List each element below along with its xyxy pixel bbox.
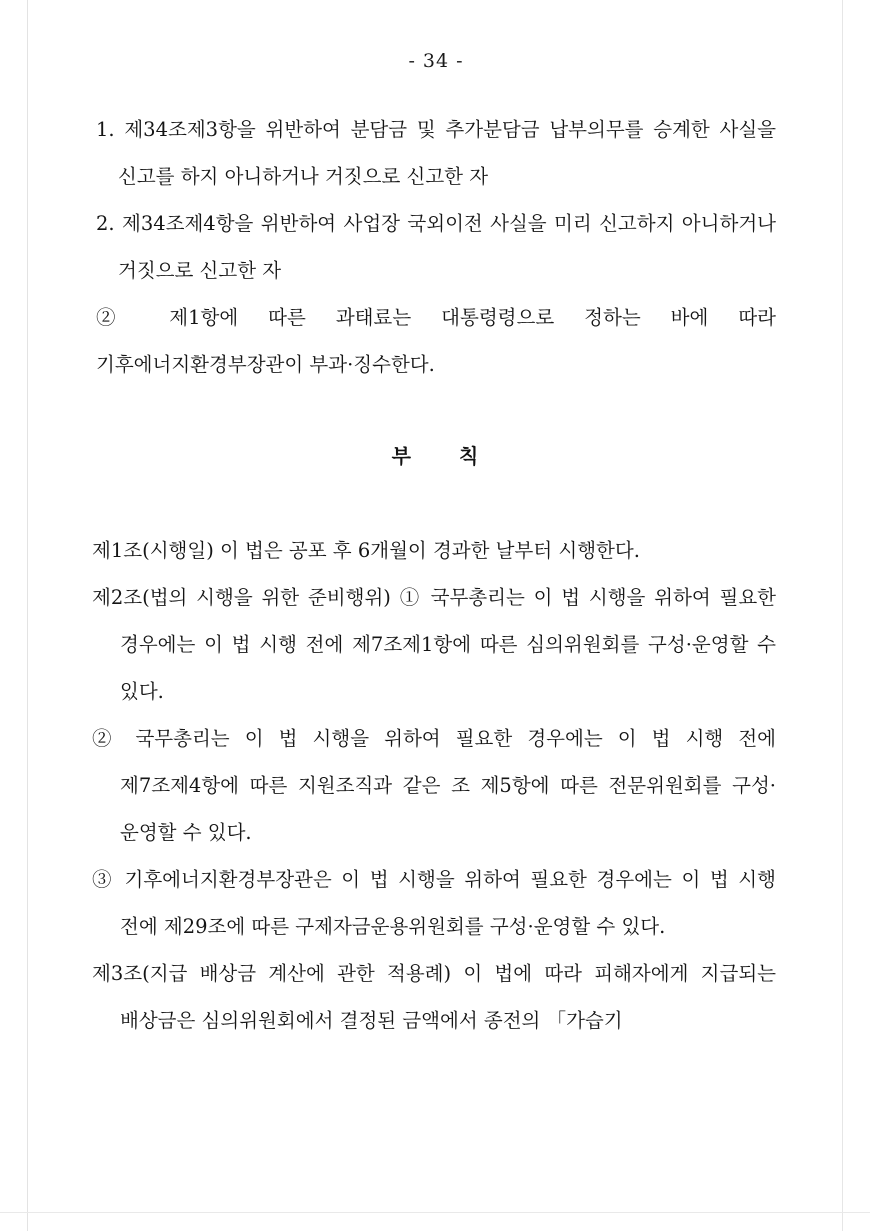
body-paragraph-clause-2: ② 제1항에 따른 과태료는 대통령령으로 정하는 바에 따라 기후에너지환경부장관이 부과·징수한다. (96, 306, 776, 376)
addenda-article-2-clause-3: ③ 기후에너지환경부장관은 이 법 시행을 위하여 필요한 경우에는 이 법 시행 전에 제29조에 따른 구제자금운용위원회를 구성·운영할 수 있다. (92, 868, 776, 938)
page-edge-bottom (0, 1212, 870, 1213)
addenda-article-1: 제1조(시행일) 이 법은 공포 후 6개월이 경과한 날부터 시행한다. (92, 539, 640, 562)
page-edge-right (842, 0, 843, 1231)
section-heading (96, 440, 776, 469)
addenda-article-3: 제3조(지급 배상금 계산에 관한 적용례) 이 법에 따라 피해자에게 지급되는 배상금은 심의위원회에서 결정된 금액에서 종전의 「가습기 (92, 962, 776, 1032)
page-content (92, 50, 776, 1044)
page-number: - 34 - (408, 50, 464, 72)
addenda-article-2: 제2조(법의 시행을 위한 준비행위) ① 국무총리는 이 법 시행을 위하여 필요한 경우에는 이 법 시행 전에 제7조제1항에 따른 심의위원회를 구성·운영할 수 있다. (92, 586, 776, 703)
section-heading-left: 부 (391, 444, 413, 468)
addenda-article-2-clause-2: ② 국무총리는 이 법 시행을 위하여 필요한 경우에는 이 법 시행 전에 제7조제4항에 따른 지원조직과 같은 조 제5항에 따른 전문위원회를 구성·운영할 수 있다. (92, 727, 776, 844)
page-edge-left (27, 0, 28, 1231)
body-paragraph-item-1: 1. 제34조제3항을 위반하여 분담금 및 추가분담금 납부의무를 승계한 사실을 신고를 하지 아니하거나 거짓으로 신고한 자 (96, 118, 776, 188)
body-paragraph-item-2: 2. 제34조제4항을 위반하여 사업장 국외이전 사실을 미리 신고하지 아니하거나 거짓으로 신고한 자 (96, 212, 776, 282)
addenda-section (92, 527, 776, 1044)
section-heading-right: 칙 (459, 444, 481, 468)
